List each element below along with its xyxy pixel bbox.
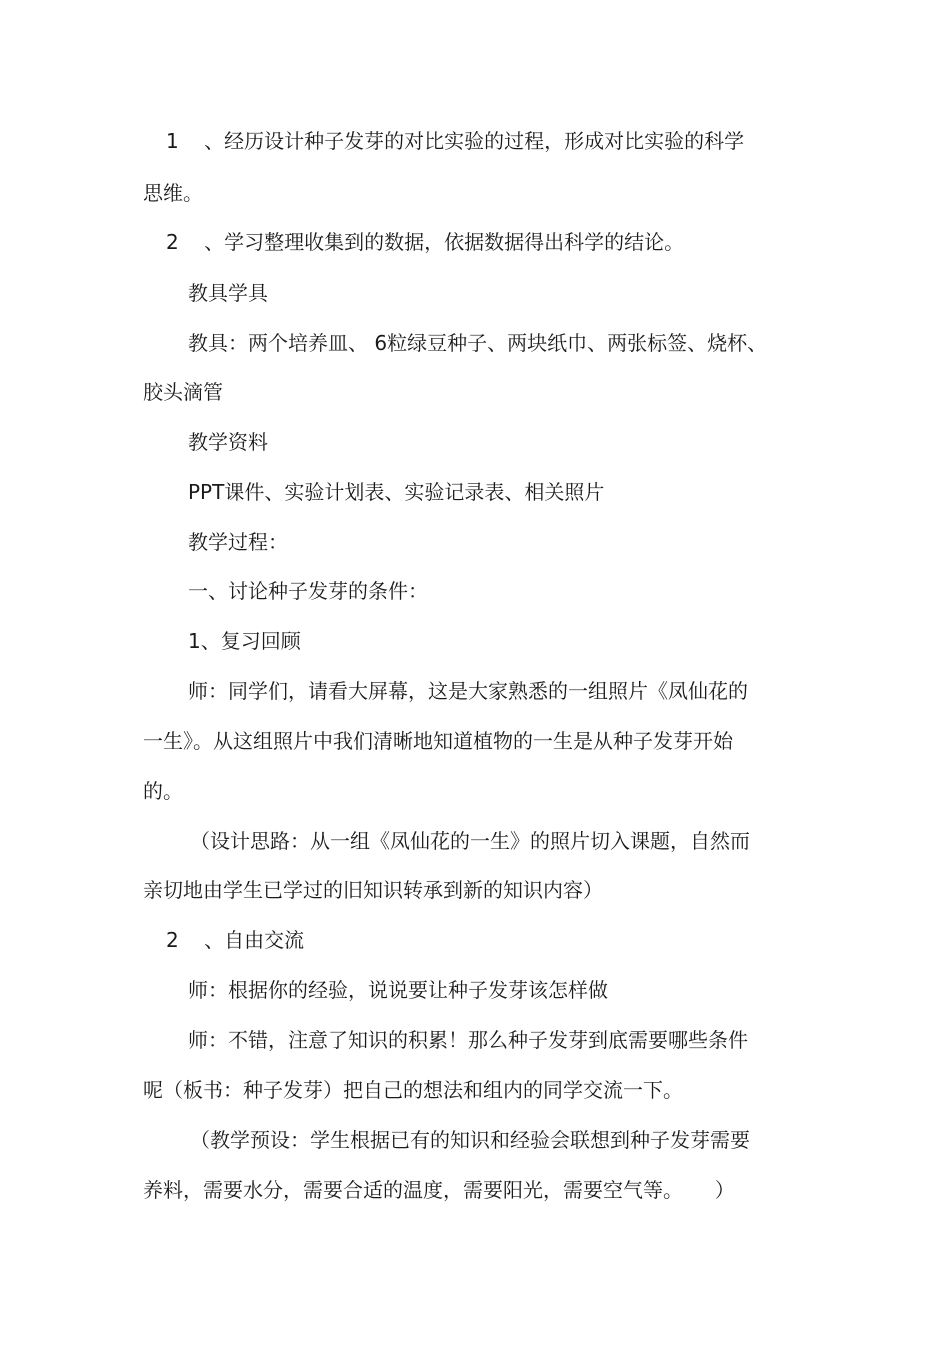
teacher-followup-line-1: 师：不错，注意了知识的积累！那么种子发芽到底需要哪些条件 — [188, 1028, 748, 1052]
substep-review-heading: 1、复习回顾 — [188, 629, 301, 653]
tools-line-1: 教具：两个培养皿、 6粒绿豆种子、两块纸巾、两张标签、烧杯、 — [188, 331, 768, 355]
preset-note-line-2: 养料，需要水分，需要合适的温度，需要阳光，需要空气等。 ） — [143, 1178, 735, 1202]
section-heading-materials: 教学资料 — [188, 430, 268, 454]
materials-line: PPT课件、实验计划表、实验记录表、相关照片 — [188, 480, 605, 504]
objective-1-line-2: 思维。 — [143, 181, 203, 205]
tools-line-2: 胶头滴管 — [143, 380, 223, 404]
section-heading-process: 教学过程： — [188, 530, 288, 554]
process-step-1-heading: 一、讨论种子发芽的条件： — [188, 579, 428, 603]
design-note-line-2: 亲切地由学生已学过的旧知识转承到新的知识内容） — [143, 878, 603, 902]
design-note-line-1: （设计思路：从一组《凤仙花的一生》的照片切入课题，自然而 — [190, 829, 750, 853]
objective-2-line: 2 、学习整理收集到的数据，依据数据得出科学的结论。 — [166, 230, 685, 254]
preset-note-line-1: （教学预设：学生根据已有的知识和经验会联想到种子发芽需要 — [190, 1128, 750, 1152]
teacher-line-2: 一生》。从这组照片中我们清晰地知道植物的一生是从种子发芽开始 — [143, 729, 733, 753]
teacher-question-line: 师：根据你的经验，说说要让种子发芽该怎样做 — [188, 978, 608, 1002]
objective-1-line-1: 1 、经历设计种子发芽的对比实验的过程，形成对比实验的科学 — [166, 129, 745, 153]
teacher-line-3: 的。 — [143, 779, 183, 803]
section-heading-tools: 教具学具 — [188, 281, 268, 305]
teacher-line-1: 师：同学们，请看大屏幕，这是大家熟悉的一组照片《凤仙花的 — [188, 679, 748, 703]
substep-exchange-heading: 2 、自由交流 — [166, 928, 305, 952]
teacher-followup-line-2: 呢（板书：种子发芽）把自己的想法和组内的同学交流一下。 — [143, 1078, 683, 1102]
